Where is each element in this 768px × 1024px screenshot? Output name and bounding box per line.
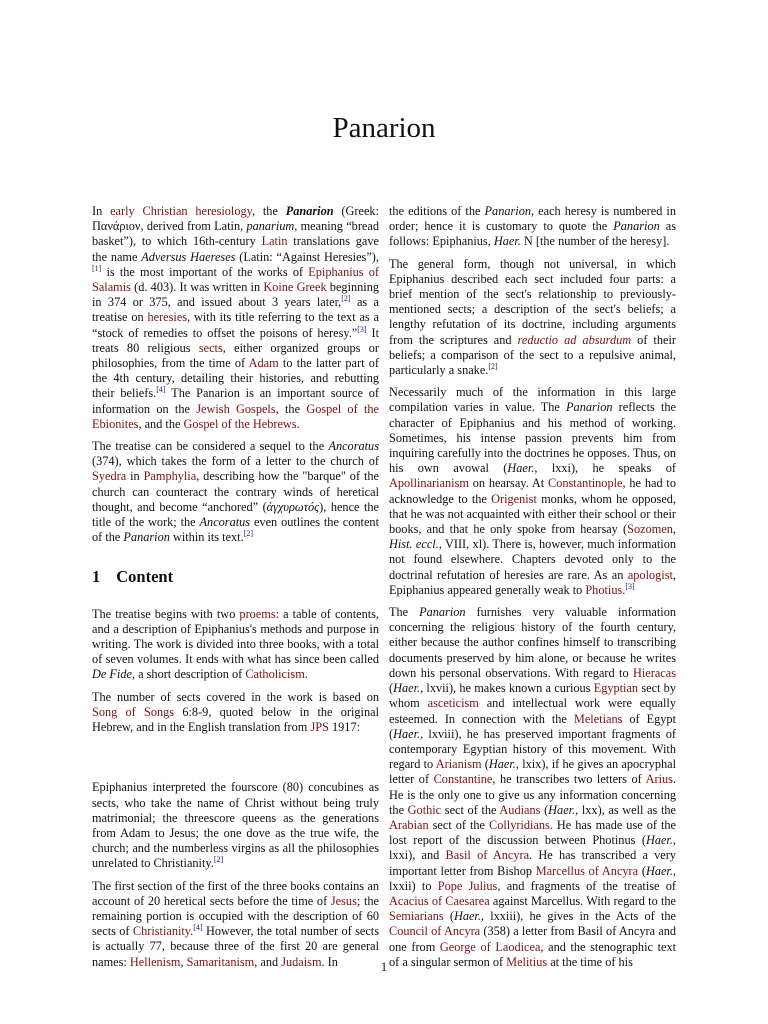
- wiki-link[interactable]: Catholicism: [245, 667, 305, 682]
- text-run: , either organized groups or philosophies, from the time of: [92, 340, 379, 371]
- citation: [488, 362, 497, 371]
- text-run: , with its title referring to the text as a “stock of remedies to offset the poisons of heresy.”: [92, 310, 379, 340]
- text-run: .: [190, 924, 194, 939]
- text-run: The first section of the first of the three books contains an account of 20 heretical sects before the time of: [92, 878, 379, 908]
- wiki-link[interactable]: Adam: [248, 356, 279, 371]
- text-run: ,: [180, 954, 187, 969]
- wiki-link[interactable]: Basil of Ancyra: [445, 848, 530, 863]
- text-run: , a short description of: [131, 667, 246, 682]
- citation: [625, 582, 634, 591]
- text-run: , and the stenographic text of a singular sermon of: [389, 939, 677, 969]
- text-run: , he had to acknowledge to the: [389, 476, 676, 506]
- paragraph: [92, 690, 379, 736]
- text-run: , lxix), if he gives an apocryphal letter of: [389, 757, 677, 787]
- text-run: De Fide: [92, 667, 132, 682]
- text-run: reflects the character of Epiphanius and his method of working. Sometimes, his intense passion prevents him from inquiring carefully into the doctrines he opposes. Thus, on his own avowal (: [389, 400, 677, 476]
- wiki-link[interactable]: Hellenism: [129, 954, 181, 969]
- text-run: , meaning “bread basket”), to which 16th-century: [92, 219, 379, 249]
- text-run: is the most important of the works of: [101, 264, 309, 279]
- paragraph: [92, 439, 379, 545]
- text-run: panarium: [246, 219, 295, 234]
- text-run: Haer.: [453, 909, 481, 924]
- wiki-link[interactable]: apologist: [627, 567, 673, 582]
- citation-link[interactable]: [4]: [193, 923, 203, 933]
- citation-link[interactable]: [1]: [92, 263, 102, 273]
- paragraph: [92, 607, 379, 683]
- wiki-link[interactable]: reductio ad absurdum: [517, 332, 632, 347]
- wiki-link[interactable]: Christianity: [132, 924, 191, 939]
- text-run: the editions of the: [389, 204, 485, 218]
- text-run: (Greek: Πανάριον, derived from Latin,: [92, 204, 379, 234]
- wiki-link[interactable]: Constantine: [433, 772, 493, 787]
- paragraph: [389, 257, 676, 379]
- paragraph: [389, 605, 676, 970]
- citation-link[interactable]: [4]: [156, 385, 166, 395]
- text-run: The treatise can be considered a sequel to the: [92, 439, 329, 454]
- text-run: , each heresy is numbered in order; hence it is customary to quote the: [389, 204, 676, 234]
- text-run: .: [622, 582, 626, 597]
- citation: [214, 855, 223, 864]
- text-run: furnishes very valuable information concerning the religious history of the fourth century, either because the author confines himself to transcribing documents preserved by him alone, or because he writes down his personal observations. With regard to: [389, 605, 676, 680]
- text-run: Panarion: [419, 605, 466, 620]
- text-run: However, the total number of sects is actually 77, because three of the first 20 are general names:: [92, 924, 380, 969]
- text-run: (d. 403). It was written in: [130, 280, 264, 295]
- text-run: Ancoratus: [328, 439, 379, 454]
- text-run: The number of sects covered in the work is based on: [92, 689, 379, 704]
- text-run: Hist. eccl.: [389, 537, 439, 552]
- section-title: Content: [116, 567, 174, 587]
- text-run: monks, whom he opposed, that he was not acquainted with either their school or their books, and that he only spoke from hearsay (: [389, 491, 677, 537]
- paragraph: [389, 204, 676, 250]
- citation: [92, 264, 101, 273]
- text-run: Panarion: [566, 400, 613, 415]
- wiki-link[interactable]: Latin: [261, 234, 288, 249]
- text-run: Adversus Haereses: [141, 249, 236, 264]
- missing-quote-area: [92, 742, 379, 780]
- text-run: : a table of contents, and a description of Epiphanius's methods and purpose in writing. The work is divided into three books, with a total of seven volumes. It ends with what has since been called: [92, 606, 379, 667]
- wiki-link[interactable]: Acacius of Caesarea: [389, 893, 490, 908]
- text-run: Panarion: [123, 530, 170, 545]
- text-run: Panarion: [484, 204, 531, 218]
- paragraph: [92, 780, 379, 871]
- wiki-link[interactable]: Jewish Gospels: [196, 401, 276, 416]
- section-number: 1: [92, 567, 101, 587]
- text-run: Haer.: [548, 802, 576, 817]
- wiki-link[interactable]: heresies: [147, 310, 188, 325]
- text-run: at the time of his: [547, 954, 633, 969]
- text-run: , and: [254, 954, 282, 969]
- text-run: Necessarily much of the information in this large compilation varies in value. The: [389, 385, 676, 415]
- text-run: 1917:: [328, 720, 361, 735]
- wiki-link[interactable]: Arianism: [435, 757, 482, 772]
- wiki-link[interactable]: proems: [239, 606, 276, 621]
- text-run: .: [296, 416, 300, 431]
- text-run: ἀγχυρωτός: [266, 499, 320, 514]
- text-run: of their beliefs; a comparison of the sect to a repulsive animal, particularly a snake.: [389, 332, 676, 378]
- text-run: (: [389, 681, 394, 696]
- text-run: , and fragments of the treatise of: [497, 878, 676, 893]
- wiki-link[interactable]: Pope Julius: [437, 878, 498, 893]
- text-run: Haer.: [393, 726, 421, 741]
- wiki-link[interactable]: Constantinople: [548, 476, 623, 491]
- wiki-link[interactable]: Marcellus of Ancyra: [535, 863, 639, 878]
- text-run: Epiphanius interpreted the fourscore (80) concubines as sects, who take the name of Christ without being truly matrimonial; the threescore queens as the generations from Adam to Jesus; the one dove as the true wife, the church; and the numberless virgins as all the philosophies unrelated to Christianity.: [92, 780, 379, 871]
- wiki-link[interactable]: Pamphylia: [143, 469, 197, 484]
- wiki-link[interactable]: Meletians: [573, 711, 623, 726]
- wiki-link[interactable]: Syedra: [92, 469, 127, 484]
- text-run: Haer.: [507, 461, 535, 476]
- text-run: (: [443, 909, 454, 924]
- text-run: In: [92, 204, 111, 218]
- wiki-link[interactable]: Collyridians: [489, 817, 550, 832]
- right-column: [389, 204, 676, 977]
- text-run: (Latin: “Against Heresies”),: [235, 249, 379, 264]
- text-run: Haer.: [488, 757, 516, 772]
- page-title: Panarion: [332, 112, 436, 144]
- citation: [341, 294, 350, 303]
- citation-link[interactable]: [3]: [625, 581, 635, 591]
- text-run: , lxviii), he has preserved important fragments of contemporary Egyptian history of this movement. With regard to: [389, 726, 676, 772]
- wiki-link[interactable]: Gothic: [407, 802, 442, 817]
- text-run: translations gave the name: [92, 234, 379, 264]
- wiki-link[interactable]: Semiarians: [389, 909, 444, 924]
- text-run: , the: [251, 204, 286, 218]
- wiki-link[interactable]: Arabian: [389, 817, 429, 832]
- page-number: 1: [380, 960, 388, 974]
- text-run: Panarion: [285, 204, 334, 218]
- citation-link[interactable]: [3]: [357, 324, 367, 334]
- text-run: Haer.: [393, 681, 421, 696]
- text-run: sect of the: [428, 817, 490, 832]
- text-run: . He has made use of the lost report of the discussion between Photinus (: [389, 817, 676, 848]
- text-run: , VIII, xl). There is, however, much information not found elsewhere. Chapters devoted only to the doctrinal refutation of heresies are rare. As an: [389, 537, 676, 582]
- wiki-link[interactable]: JPS: [310, 720, 329, 735]
- citation-link[interactable]: [2]: [243, 529, 254, 539]
- text-run: ,: [672, 522, 676, 537]
- text-run: within its text.: [169, 530, 244, 545]
- text-run: ), hence the title of the work; the: [92, 499, 379, 530]
- text-run: The treatise begins with two: [92, 606, 240, 621]
- wiki-link[interactable]: sects: [198, 340, 223, 355]
- text-run: Panarion: [613, 219, 660, 234]
- left-column: [92, 204, 379, 977]
- wiki-link[interactable]: Jesus: [330, 893, 357, 908]
- wiki-link[interactable]: Origenist: [491, 491, 537, 506]
- text-run: on hearsay. At: [468, 476, 549, 491]
- paragraph: [92, 879, 379, 970]
- text-run: .: [304, 667, 308, 682]
- wiki-link[interactable]: Gospel of the Ebionites: [92, 401, 379, 431]
- wiki-link[interactable]: Melitius: [506, 954, 548, 969]
- wiki-link[interactable]: Samaritanism: [186, 954, 255, 969]
- text-run: as follows: Epiphanius,: [389, 219, 676, 249]
- text-run: of Egypt (: [389, 711, 676, 741]
- text-run: , lxx), as well as the: [575, 802, 676, 817]
- section-heading: [92, 567, 379, 587]
- text-run: ; the remaining portion is occupied with the description of 60 sects of: [92, 893, 380, 939]
- text-run: sect of the: [441, 802, 500, 817]
- text-run: to the latter part of the 4th century, detailing their histories, and rebutting their beliefs.: [92, 356, 379, 401]
- wiki-link[interactable]: Judaism: [281, 954, 322, 969]
- citation-link[interactable]: [2]: [213, 855, 224, 865]
- text-run: , he transcribes two letters of: [492, 772, 646, 787]
- wiki-link[interactable]: Koine Greek: [263, 280, 327, 295]
- wiki-link[interactable]: Arius: [645, 772, 673, 787]
- text-run: , describing how the "barque" of the church can counteract the contrary winds of heretical thought, and become “anchored” (: [92, 469, 379, 514]
- text-run: , Epiphanius appeared generally weak to: [389, 567, 676, 597]
- text-run: N [the number of the heresy].: [520, 234, 670, 249]
- citation: [357, 325, 366, 334]
- text-run: It treats 80 religious: [92, 325, 379, 355]
- text-run: , lxxi), and: [389, 833, 676, 863]
- citation: [156, 385, 165, 394]
- wiki-link[interactable]: Council of Ancyra: [389, 924, 481, 939]
- wiki-link[interactable]: asceticism: [427, 696, 479, 711]
- citation: [244, 529, 253, 538]
- text-run: The Panarion is an important source of information on the: [92, 386, 379, 416]
- text-run: . He is the only one to give us any information concerning the: [389, 772, 676, 817]
- text-run: Ancoratus: [199, 515, 251, 530]
- wiki-link[interactable]: George of Laodicea: [439, 939, 541, 954]
- text-run: Haer.: [493, 234, 521, 249]
- text-run: (: [638, 863, 646, 878]
- text-run: , lxxii) to: [389, 863, 676, 893]
- text-run: . In: [321, 954, 338, 969]
- wiki-link[interactable]: Song of Songs: [92, 704, 175, 719]
- text-run: Haer.: [645, 833, 673, 848]
- citation-link[interactable]: [2]: [488, 361, 498, 371]
- text-run: , and the: [138, 416, 184, 431]
- wiki-link[interactable]: Egyptian: [593, 681, 639, 696]
- wiki-link[interactable]: Audians: [499, 802, 541, 817]
- text-run: (358) a letter from Basil of Ancyra and one from: [389, 924, 677, 954]
- text-run: 6:8-9, quoted below in the original Hebrew, and in the English translation from: [92, 704, 379, 735]
- text-run: The general form, though not universal, in which Epiphanius described each sect included four parts: a brief mention of the sect's relationship to previously-mentioned sects; a description of the sect's beliefs; a lengthy refutation of its doctrine, including arguments from the scriptures and: [389, 256, 676, 347]
- text-run: Haer.: [645, 863, 673, 878]
- text-run: , lxxi), he speaks of: [534, 461, 676, 476]
- text-run: beginning in 374 or 375, and issued about 3 years later,: [92, 280, 379, 310]
- text-run: , lxxiii), he gives in the Acts of the: [480, 909, 676, 924]
- text-run: , lxvii), he makes known a curious: [420, 681, 594, 696]
- wiki-link[interactable]: Photius: [585, 582, 623, 597]
- wiki-link[interactable]: Gospel of the Hebrews: [183, 416, 297, 431]
- wiki-link[interactable]: Epiphanius of Salamis: [92, 264, 379, 295]
- text-run: even outlines the content of the: [92, 515, 379, 545]
- text-run: sect by whom: [389, 681, 676, 711]
- text-run: (: [481, 757, 489, 772]
- text-run: (374), which takes the form of a letter to the church of: [92, 454, 379, 469]
- text-run: (: [540, 802, 549, 817]
- wiki-link[interactable]: Sozomen: [627, 522, 673, 537]
- paragraph: [92, 204, 379, 432]
- text-run: , the: [275, 401, 307, 416]
- text-run: . He has transcribed a very important letter from Bishop: [389, 848, 676, 878]
- text-run: as a treatise on: [92, 295, 379, 325]
- wiki-link[interactable]: early Christian heresiology: [110, 204, 252, 218]
- paragraph: [389, 385, 676, 598]
- wiki-link[interactable]: Hieracas: [632, 665, 676, 680]
- text-run: and intellectual work were equally esteemed. In connection with the: [389, 696, 676, 726]
- citation: [193, 923, 202, 932]
- wiki-link[interactable]: Apollinarianism: [389, 476, 469, 491]
- text-run: in: [126, 469, 144, 484]
- citation-link[interactable]: [2]: [341, 294, 351, 304]
- text-run: The: [389, 605, 420, 620]
- text-run: against Marcellus. With regard to the: [489, 893, 676, 908]
